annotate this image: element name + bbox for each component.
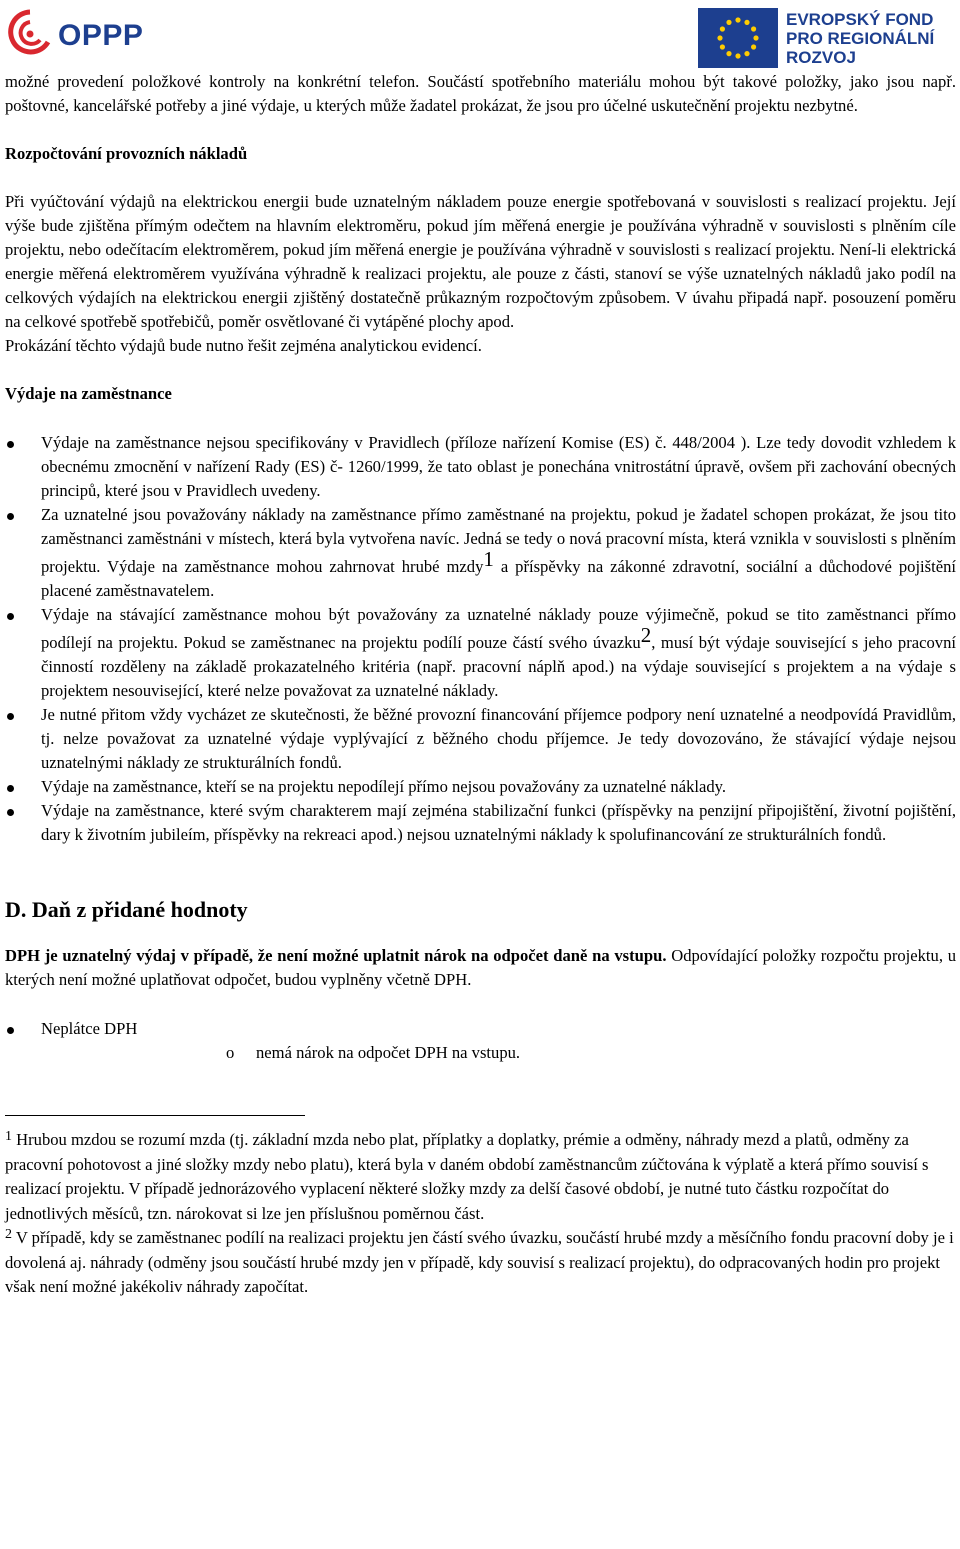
list-item-text: , musí být výdaje související s jeho pracovní činností rozděleny na základě prokazatelného kritéria (např. pracovní náplň apod.) na výdaje související s projektem a na výdaje s projektem nesouvisející, které nelze považovat za uznatelné náklady. — [41, 633, 956, 700]
list-item — [5, 503, 956, 603]
vat-paragraph — [5, 944, 956, 992]
bullet-icon — [7, 809, 14, 816]
eu-fund-logo-text — [786, 10, 934, 67]
footnote-reference[interactable]: 2 — [640, 623, 652, 647]
list-item-text: Výdaje na zaměstnance, kteří se na projektu nepodílejí přímo nejsou považovány za uznatelné náklady. — [41, 777, 727, 796]
footnote-2 — [5, 1226, 956, 1300]
oppp-logo-text: OPPP — [58, 19, 144, 52]
list-item-text: Výdaje na zaměstnance, které svým charakterem mají zejména stabilizační funkci (příspěvky na penzijní připojištění, životní pojištění, dary k životním jubileím, příspěvky na rekreaci apod.) nejsou uznatelnými náklady k spolufinancování ze strukturálních fondů. — [41, 801, 956, 844]
sub-bullet-marker: o — [226, 1043, 235, 1062]
footnote-text: Hrubou mzdou se rozumí mzda (tj. základní mzda nebo plat, příplatky a doplatky, prémie a odměny, náhrady mezd a platů, odměny za pracovní pohotovost a jiné složky mzdy nebo platu), která byla v daném období zaměstnancům zúčtována k výplatě a která přímo souvisí s realizací projektu. V případě jednorázového vyplacení některé složky mzdy za delší časové období, je nutné tuto částku rozpočítat do jednotlivých měsíců, tzn. nárokovat si lze jen příslušnou poměrnou část. — [5, 1130, 929, 1223]
electricity-paragraph: Při vyúčtování výdajů na elektrickou energii bude uznatelným nákladem pouze energie spotřebovaná v souvislosti s realizací projektu. Její výše bude zjištěna přímým odečtem na hlavním elektroměru, pokud jím měřená energie je používána výhradně v souvislosti s plněním cíle projektu, nebo odečítacím elektroměrem, pokud jím měřená energie je používána výhradně v souvislosti s realizací projektu. Není-li elektrická energie měřená elektroměrem využívána výhradně k realizaci projektu, ale pouze z části, stanoví se výše uznatelných nákladů jako podíl na celkových výdajích na elektrickou energii zjištěný dostatečně průkazným rozpočtovým způsobem. V úvahu připadá např. posouzení poměru na celkové spotřebě spotřebičů, poměr osvětlované či vytápěné plochy apod. — [5, 192, 956, 331]
bullet-icon — [7, 785, 14, 792]
list-item — [5, 431, 956, 503]
bullet-icon — [7, 613, 14, 620]
list-item-text: Je nutné přitom vždy vycházet ze skutečnosti, že běžné provozní financování příjemce podpory není uznatelné a neodpovídá Pravidlům, tj. nelze považovat za uznatelné výdaje vyplývající z běžného chodu příjemce. Je tedy dovozováno, že stávající výdaje nejsou uznatelnými náklady ze strukturálních fondů. — [41, 705, 956, 772]
vat-bold-lead: DPH je uznatelný výdaj v případě, že není možné uplatnit nárok na odpočet daně na vstupu. — [5, 946, 667, 965]
list-item-text: a příspěvky na zákonné zdravotní, sociální a důchodové pojištění placené zaměstnavatelem. — [41, 557, 957, 600]
sub-item-text: nemá nárok na odpočet DPH na vstupu. — [256, 1043, 521, 1062]
list-item — [5, 775, 956, 799]
footnote-mark: 1 — [5, 1129, 12, 1144]
vat-bullet-list — [5, 1017, 956, 1041]
heading-vydaje-zamestnanci: Výdaje na zaměstnance — [5, 384, 172, 403]
oppp-swirl-icon — [8, 8, 52, 64]
eu-logo-line: PRO REGIONÁLNÍ — [786, 29, 935, 48]
list-item-text: Výdaje na zaměstnance nejsou specifikovány v Pravidlech (příloze nařízení Komise (ES) č. 448/2004 ). Lze tedy dovodit vzhledem k obecnému zmocnění v nařízení Rady (ES) č- 1260/1999, že tato oblast je ponechána vnitrostátní úpravě, ovšem při zachování obecných principů, které jsou v Pravidlech uvedeny. — [41, 433, 956, 500]
page-header — [0, 0, 960, 74]
bullet-icon — [7, 713, 14, 720]
bullet-icon — [7, 441, 14, 448]
eu-fund-logo — [698, 8, 934, 68]
list-item — [5, 799, 956, 847]
eu-flag-icon — [698, 8, 778, 68]
footnote-reference[interactable]: 1 — [483, 547, 494, 571]
list-item — [5, 603, 956, 703]
footnote-text: V případě, kdy se zaměstnanec podílí na realizaci projektu jen částí svého úvazku, součástí hrubé mzdy a měsíčního fondu pracovní doby je i dovolená aj. náhrady (odměny jsou součástí hrubé mzdy jen v případě, kdy souvisí s realizací projektu), do odpracovaných hodin pro projekt však není možné jakékoliv náhrady započítat. — [5, 1228, 954, 1296]
list-item — [5, 1017, 956, 1041]
heading-provozni-naklady: Rozpočtování provozních nákladů — [5, 144, 248, 163]
footnote-1 — [5, 1128, 956, 1226]
heading-dph: D. Daň z přidané hodnoty — [5, 897, 248, 922]
document-body — [5, 70, 956, 1300]
evidence-paragraph: Prokázání těchto výdajů bude nutno řešit zejména analytickou evidencí. — [5, 336, 482, 355]
eu-logo-line: ROZVOJ — [786, 48, 856, 67]
eu-logo-line: EVROPSKÝ FOND — [786, 10, 934, 29]
oppp-logo — [8, 6, 143, 66]
vat-paragraph-rest: Odpovídající položky rozpočtu projektu, u kterých není možné uplatňovat odpočet, budou vyplněny včetně DPH. — [5, 946, 956, 989]
list-item-text: Za uznatelné jsou považovány náklady na zaměstnance přímo zaměstnané na projektu, pokud je žadatel schopen prokázat, že jsou tito zaměstnanci zaměstnáni v místech, která byla vytvořena navíc. Jedná se tedy o nová pracovní místa, která vznikla v souvislosti s plněním projektu. Výdaje na zaměstnance mohou zahrnovat hrubé mzdy — [41, 505, 956, 576]
list-item-text: Výdaje na stávající zaměstnance mohou být považovány za uznatelné náklady pouze výjimečně, pokud se tito zaměstnanci přímo podílejí na projektu. Pokud se zaměstnanec na projektu podílí pouze částí svého úvazku — [41, 605, 956, 652]
list-item-text: Neplátce DPH — [41, 1019, 138, 1038]
footnote-mark: 2 — [5, 1227, 12, 1242]
bullet-icon — [7, 513, 14, 520]
footnote-separator — [5, 1115, 305, 1116]
bullet-icon — [7, 1027, 14, 1034]
intro-paragraph: možné provedení položkové kontroly na konkrétní telefon. Součástí spotřebního materiálu mohou být takové položky, jako jsou např. poštovné, kancelářské potřeby a jiné výdaje, u kterých může žadatel prokázat, že jsou pro účelné uskutečnění projektu nezbytné. — [5, 72, 956, 115]
vat-sub-item — [5, 1041, 956, 1065]
list-item — [5, 703, 956, 775]
staff-bullet-list — [5, 431, 956, 847]
